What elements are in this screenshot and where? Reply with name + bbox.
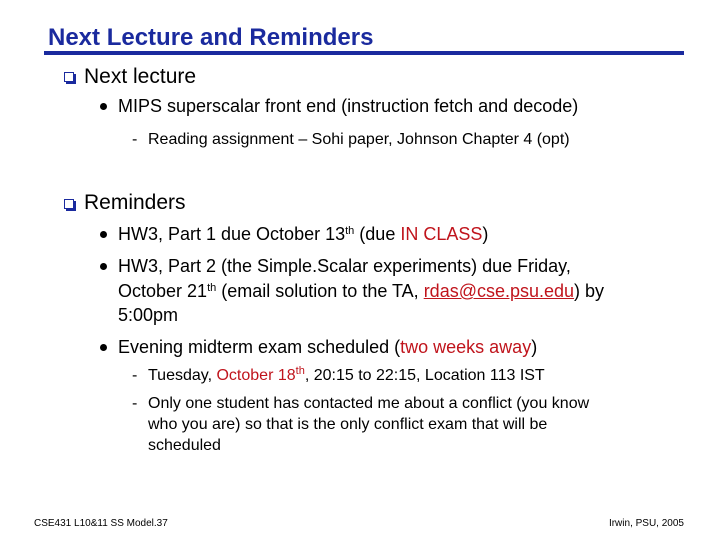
square-bullet-icon xyxy=(64,199,74,209)
midterm-location: , 20:15 to 22:15, Location 113 IST xyxy=(304,367,545,384)
round-bullet-icon xyxy=(100,231,107,238)
hw3-part1-mid: (due xyxy=(354,224,401,244)
ordinal-suffix: th xyxy=(345,225,355,237)
reading-assignment: Reading assignment – Sohi paper, Johnson Chapter 4 (opt) xyxy=(148,131,570,148)
in-class-highlight: IN CLASS xyxy=(400,224,483,244)
hw3-part1-close: ) xyxy=(482,224,489,244)
ordinal-suffix: th xyxy=(295,365,305,377)
midterm-day: Tuesday, xyxy=(148,367,217,384)
conflict-line3: scheduled xyxy=(148,437,221,454)
conflict-line1: Only one student has contacted me about a conflict (you know xyxy=(148,395,590,412)
round-bullet-icon xyxy=(100,344,107,351)
round-bullet-icon xyxy=(100,263,107,270)
next-lecture-item: MIPS superscalar front end (instruction fetch and decode) xyxy=(118,96,579,116)
midterm-close: ) xyxy=(531,337,538,357)
hw3-part2-line1: HW3, Part 2 (the Simple.Scalar experiments) due Friday, xyxy=(118,256,571,276)
midterm-text: Evening midterm exam scheduled ( xyxy=(118,337,401,357)
midterm-item xyxy=(118,337,537,358)
ta-email-link[interactable]: rdas@cse.psu.edu xyxy=(423,281,575,301)
hw3-part2-by: ) by xyxy=(574,281,605,301)
hw3-part1-item xyxy=(118,224,488,245)
midterm-time xyxy=(148,367,545,385)
hw3-part2-mid: (email solution to the TA, xyxy=(216,281,424,301)
reminders-heading: Reminders xyxy=(84,191,186,214)
dash-bullet: - xyxy=(132,367,138,384)
two-weeks-highlight: two weeks away xyxy=(400,337,532,357)
footer-left: CSE431 L10&11 SS Model.37 xyxy=(34,518,168,529)
october-18-text: October 18 xyxy=(216,367,296,384)
october-18-highlight xyxy=(216,367,304,384)
round-bullet-icon xyxy=(100,103,107,110)
ordinal-suffix: th xyxy=(207,282,217,294)
dash-bullet: - xyxy=(132,395,138,412)
square-bullet-icon xyxy=(64,72,74,82)
title-underline xyxy=(44,51,684,55)
hw3-part2-line2 xyxy=(118,281,604,302)
conflict-line2: who you are) so that is the only conflict exam that will be xyxy=(148,416,548,433)
hw3-part1-text: HW3, Part 1 due October 13 xyxy=(118,224,346,244)
footer-right: Irwin, PSU, 2005 xyxy=(608,518,684,529)
dash-bullet: - xyxy=(132,131,138,148)
slide-title: Next Lecture and Reminders xyxy=(48,24,374,51)
next-lecture-heading: Next lecture xyxy=(84,65,197,88)
hw3-part2-date: October 21 xyxy=(118,281,208,301)
hw3-part2-line3: 5:00pm xyxy=(118,305,179,325)
